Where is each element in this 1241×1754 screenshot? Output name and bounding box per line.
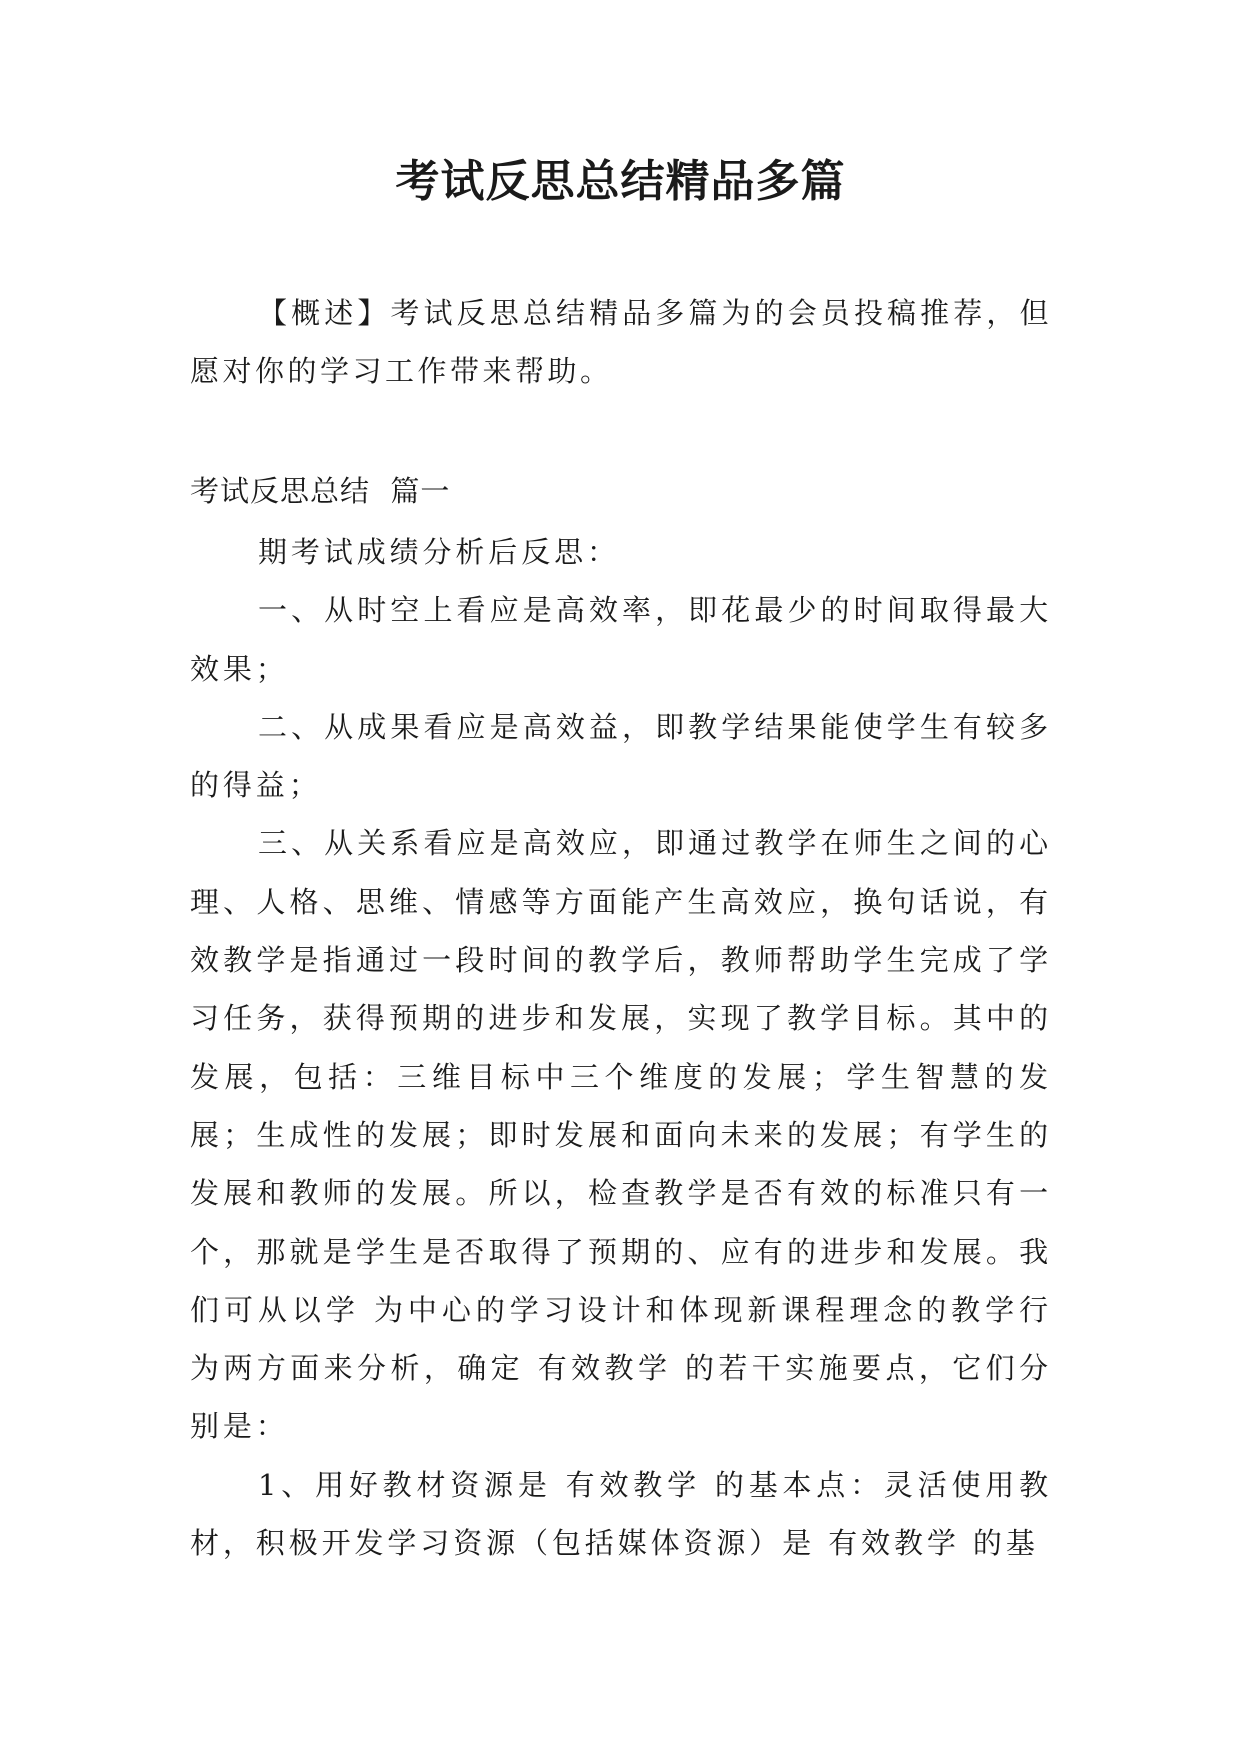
document-body [190, 523, 1052, 1572]
section-heading: 考试反思总结 篇一 [190, 474, 451, 508]
summary-paragraph: 【概述】考试反思总结精品多篇为的会员投稿推荐，但愿对你的学习工作带来帮助。 [190, 296, 1052, 388]
body-paragraph: 1、用好教材资源是 有效教学 的基本点：灵活使用教材，积极开发学习资源（包括媒体资源）是 有效教学 的基 [190, 1467, 1052, 1561]
document-title: 考试反思总结精品多篇 [395, 156, 846, 207]
body-paragraph: 一、从时空上看应是高效率，即花最少的时间取得最大效果； [190, 593, 1052, 686]
body-paragraph: 二、从成果看应是高效益，即教学结果能使学生有较多的得益； [190, 709, 1052, 803]
body-paragraph: 三、从关系看应是高效应，即通过教学在师生之间的心理、人格、思维、情感等方面能产生高效应，换句话说，有效教学是指通过一段时间的教学后，教师帮助学生完成了学习任务，获得预期的进步和发展，实现了教学目标。其中的发展，包括：三维目标中三个维度的发展；学生智慧的发展；生成性的发展；即时发展和面向未来的发展；有学生的发展和教师的发展。所以，检查教学是否有效的标准只有一个，那就是学生是否取得了预期的、应有的进步和发展。我们可从以学 为中心的学习设计和体现新课程理念的教学行为两方面来分析，确定 有效教学 的若干实施要点，它们分别是： [190, 826, 1052, 1444]
body-paragraph: 期考试成绩分析后反思： [258, 535, 620, 569]
